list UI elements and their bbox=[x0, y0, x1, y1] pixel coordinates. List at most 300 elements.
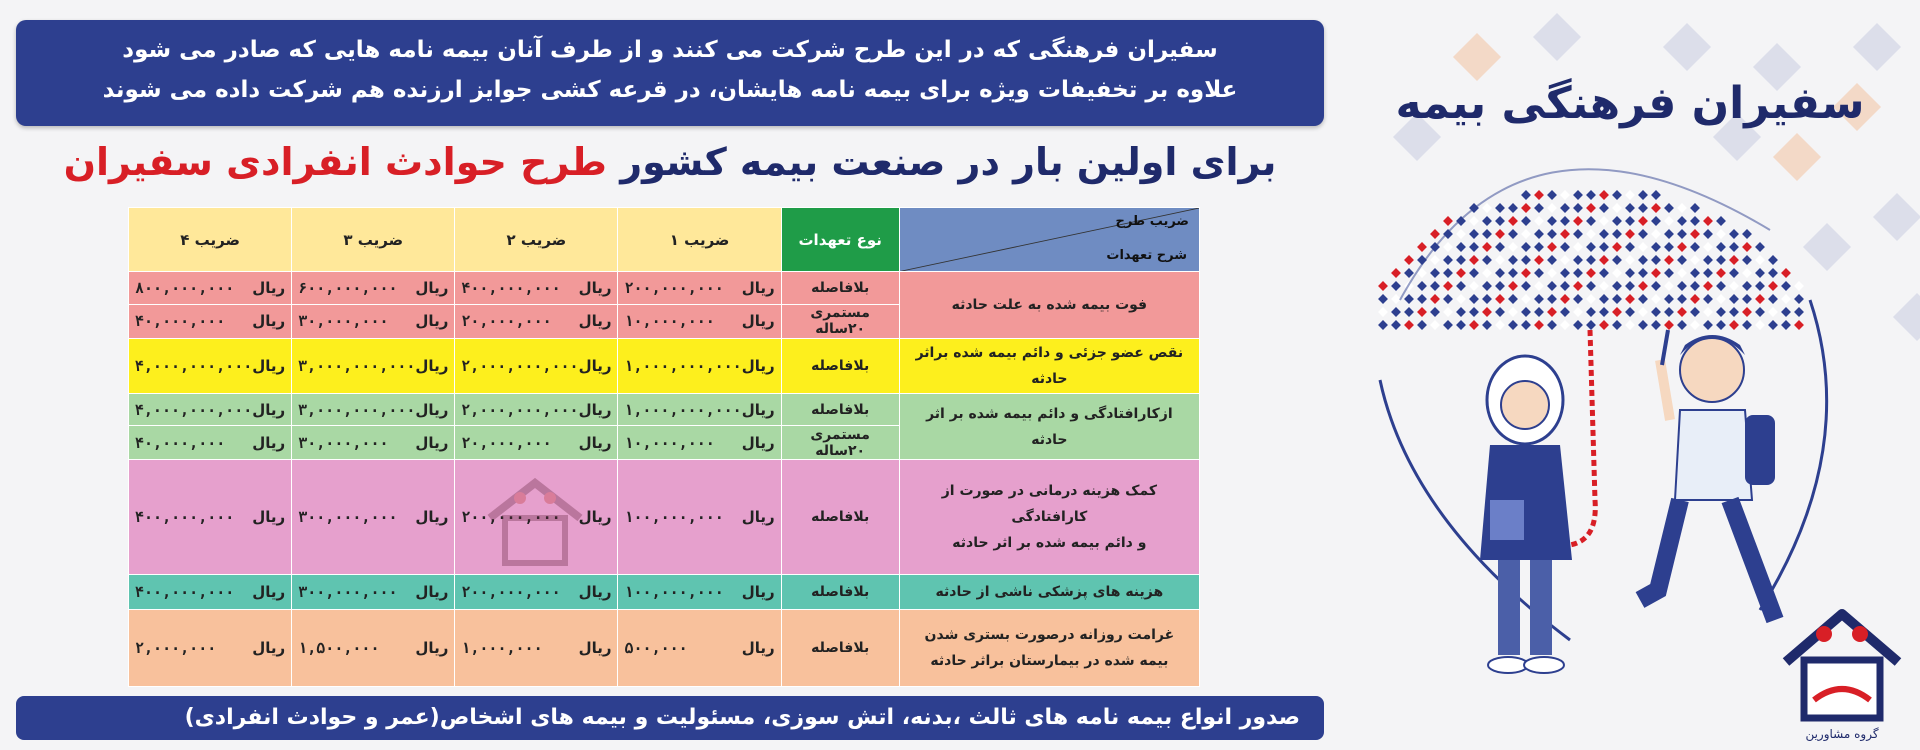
canopy-tile bbox=[1690, 216, 1700, 226]
canopy-tile bbox=[1625, 281, 1635, 291]
canopy-tile bbox=[1664, 281, 1674, 291]
canopy-tile bbox=[1716, 268, 1726, 278]
canopy-tile bbox=[1469, 281, 1479, 291]
canopy-tile bbox=[1482, 242, 1492, 252]
canopy-tile bbox=[1573, 216, 1583, 226]
canopy-tile bbox=[1690, 203, 1700, 213]
row-desc bbox=[899, 460, 1199, 574]
canopy-tile bbox=[1521, 229, 1531, 239]
canopy-tile bbox=[1378, 307, 1388, 317]
canopy-tile bbox=[1443, 307, 1453, 317]
canopy-tile bbox=[1482, 255, 1492, 265]
canopy-tile bbox=[1690, 294, 1700, 304]
canopy-tile bbox=[1729, 229, 1739, 239]
canopy-tile bbox=[1573, 281, 1583, 291]
currency-label: ریال bbox=[741, 400, 775, 419]
canopy-tile bbox=[1456, 268, 1466, 278]
canopy-tile bbox=[1612, 320, 1622, 330]
canopy-tile bbox=[1482, 281, 1492, 291]
canopy-tile bbox=[1729, 268, 1739, 278]
canopy-tile bbox=[1599, 268, 1609, 278]
canopy-tile bbox=[1534, 268, 1544, 278]
canopy-tile bbox=[1495, 320, 1505, 330]
canopy-tile bbox=[1378, 320, 1388, 330]
currency-label: ریال bbox=[741, 639, 775, 658]
bottom-info-bar: صدور انواع بیمه نامه های ثالث ،بدنه، اتش سوزی، مسئولیت و بیمه های اشخاص(عمر و حوادث انفرادی) bbox=[16, 696, 1324, 740]
canopy-tile bbox=[1586, 294, 1596, 304]
headline-part-1: برای اولین بار در صنعت بیمه کشور bbox=[606, 140, 1277, 184]
value-cell: ۶۰۰,۰۰۰,۰۰۰ bbox=[298, 279, 398, 297]
canopy-tile bbox=[1651, 203, 1661, 213]
canopy-tile bbox=[1560, 216, 1570, 226]
canopy-tile bbox=[1508, 268, 1518, 278]
currency-label: ریال bbox=[252, 356, 286, 375]
row-desc: فوت بیمه شده به علت حادثه bbox=[899, 272, 1199, 338]
canopy-tile bbox=[1547, 242, 1557, 252]
row-desc-line-1: کمک هزینه درمانی در صورت از کارافتادگی bbox=[941, 483, 1157, 526]
value-cell: ۲,۰۰۰,۰۰۰ bbox=[135, 639, 217, 658]
canopy-tile bbox=[1534, 203, 1544, 213]
canopy-tile bbox=[1417, 320, 1427, 330]
canopy-tile bbox=[1521, 320, 1531, 330]
value-cell: ۱۰۰,۰۰۰,۰۰۰ bbox=[624, 582, 724, 601]
canopy-tile bbox=[1612, 242, 1622, 252]
background-diamond bbox=[1773, 133, 1821, 181]
canopy-tile bbox=[1716, 307, 1726, 317]
currency-label: ریال bbox=[415, 508, 449, 527]
canopy-tile bbox=[1443, 268, 1453, 278]
value-cell: ۱,۰۰۰,۰۰۰ bbox=[461, 639, 543, 658]
canopy-tile bbox=[1508, 203, 1518, 213]
value-cell: ۱۰,۰۰۰,۰۰۰ bbox=[624, 433, 715, 452]
currency-label: ریال bbox=[415, 400, 449, 419]
canopy-tile bbox=[1612, 281, 1622, 291]
canopy-tile bbox=[1534, 255, 1544, 265]
value-cell: ۳۰۰,۰۰۰,۰۰۰ bbox=[298, 508, 398, 527]
value-cell: ۴,۰۰۰,۰۰۰,۰۰۰ bbox=[134, 356, 253, 375]
canopy-tile bbox=[1638, 190, 1648, 200]
canopy-tile bbox=[1664, 242, 1674, 252]
canopy-tile bbox=[1612, 229, 1622, 239]
canopy-tile bbox=[1534, 320, 1544, 330]
canopy-tile bbox=[1742, 281, 1752, 291]
canopy-tile bbox=[1456, 281, 1466, 291]
canopy-tile bbox=[1534, 216, 1544, 226]
value-cell: ۲۰۰,۰۰۰,۰۰۰ bbox=[461, 582, 561, 601]
canopy-tile bbox=[1586, 255, 1596, 265]
canopy-tile bbox=[1391, 307, 1401, 317]
canopy-tile bbox=[1625, 268, 1635, 278]
canopy-tile bbox=[1664, 255, 1674, 265]
canopy-tile bbox=[1625, 203, 1635, 213]
canopy-tile bbox=[1599, 229, 1609, 239]
canopy-tile bbox=[1586, 307, 1596, 317]
canopy-tile bbox=[1547, 294, 1557, 304]
header-diag-bottom: شرح تعهدات bbox=[1106, 248, 1187, 264]
canopy-tile bbox=[1638, 268, 1648, 278]
logo-caption: گروه مشاورین bbox=[1805, 727, 1879, 741]
canopy-tile bbox=[1794, 320, 1804, 330]
canopy-tile bbox=[1547, 190, 1557, 200]
canopy-tile bbox=[1729, 255, 1739, 265]
canopy-tile bbox=[1391, 320, 1401, 330]
canopy-tile bbox=[1768, 268, 1778, 278]
canopy-tile bbox=[1703, 320, 1713, 330]
canopy-tile bbox=[1508, 281, 1518, 291]
canopy-tile bbox=[1573, 320, 1583, 330]
canopy-tile bbox=[1755, 307, 1765, 317]
canopy-tile bbox=[1430, 268, 1440, 278]
canopy-tile bbox=[1560, 203, 1570, 213]
top-info-banner bbox=[16, 20, 1324, 126]
canopy-tile bbox=[1430, 229, 1440, 239]
canopy-tile bbox=[1651, 255, 1661, 265]
currency-label: ریال bbox=[578, 312, 612, 331]
canopy-tile bbox=[1521, 268, 1531, 278]
canopy-tile bbox=[1690, 255, 1700, 265]
value-cell: ۲۰۰,۰۰۰,۰۰۰ bbox=[461, 508, 561, 527]
currency-label: ریال bbox=[578, 433, 612, 452]
canopy-tile bbox=[1547, 229, 1557, 239]
row-desc-line-2: بیمه شده در بیمارستان براثر حادثه bbox=[930, 653, 1169, 670]
canopy-tile bbox=[1482, 320, 1492, 330]
table-row bbox=[129, 574, 1200, 609]
value-cell: ۲,۰۰۰,۰۰۰,۰۰۰ bbox=[461, 356, 579, 375]
value-cell: ۳۰,۰۰۰,۰۰۰ bbox=[298, 312, 389, 331]
headline-part-2: طرح حوادث انفرادی سفیران bbox=[63, 140, 607, 184]
canopy-tile bbox=[1651, 281, 1661, 291]
canopy-tile bbox=[1599, 320, 1609, 330]
canopy-tile bbox=[1755, 294, 1765, 304]
canopy-tile bbox=[1651, 229, 1661, 239]
canopy-tile bbox=[1560, 294, 1570, 304]
canopy-tile bbox=[1755, 255, 1765, 265]
currency-label: ریال bbox=[741, 582, 775, 601]
canopy-tile bbox=[1638, 255, 1648, 265]
canopy-tile bbox=[1586, 268, 1596, 278]
canopy-tile bbox=[1638, 242, 1648, 252]
canopy-tile bbox=[1716, 242, 1726, 252]
header-coef-4: ضریب ۴ bbox=[129, 208, 292, 272]
canopy-tile bbox=[1742, 268, 1752, 278]
canopy-tile bbox=[1794, 294, 1804, 304]
canopy-tile bbox=[1599, 307, 1609, 317]
currency-label: ریال bbox=[252, 582, 286, 601]
canopy-tile bbox=[1729, 307, 1739, 317]
canopy-tile bbox=[1469, 229, 1479, 239]
canopy-tile bbox=[1664, 320, 1674, 330]
canopy-tile bbox=[1599, 281, 1609, 291]
row-desc: هزینه های پزشکی ناشی از حادثه bbox=[899, 574, 1199, 609]
canopy-tile bbox=[1573, 203, 1583, 213]
canopy-tile bbox=[1664, 307, 1674, 317]
canopy-tile bbox=[1508, 242, 1518, 252]
canopy-tile bbox=[1404, 294, 1414, 304]
canopy-tile bbox=[1456, 229, 1466, 239]
canopy-tile bbox=[1391, 281, 1401, 291]
canopy-tile bbox=[1716, 216, 1726, 226]
currency-label: ریال bbox=[578, 508, 612, 527]
currency-label: ریال bbox=[741, 312, 775, 331]
canopy-tile bbox=[1482, 268, 1492, 278]
value-cell: ۸۰۰,۰۰۰,۰۰۰ bbox=[135, 279, 235, 297]
canopy-tile bbox=[1586, 216, 1596, 226]
canopy-tile bbox=[1430, 320, 1440, 330]
canopy-tile bbox=[1690, 268, 1700, 278]
canopy-tile bbox=[1573, 229, 1583, 239]
canopy-tile bbox=[1443, 255, 1453, 265]
canopy-tile bbox=[1547, 216, 1557, 226]
header-coef-2: ضریب ۲ bbox=[455, 208, 618, 272]
canopy-tile bbox=[1677, 242, 1687, 252]
canopy-tile bbox=[1742, 307, 1752, 317]
canopy-tile bbox=[1638, 229, 1648, 239]
value-cell: ۴۰۰,۰۰۰,۰۰۰ bbox=[135, 582, 235, 601]
canopy-tile bbox=[1443, 281, 1453, 291]
table-row bbox=[129, 460, 1200, 574]
canopy-tile bbox=[1430, 255, 1440, 265]
canopy-tile bbox=[1703, 229, 1713, 239]
canopy-tile bbox=[1638, 294, 1648, 304]
canopy-tile bbox=[1573, 255, 1583, 265]
canopy-tile bbox=[1521, 216, 1531, 226]
canopy-tile bbox=[1716, 255, 1726, 265]
canopy-tile bbox=[1755, 320, 1765, 330]
canopy-tile bbox=[1456, 320, 1466, 330]
canopy-tile bbox=[1768, 320, 1778, 330]
canopy-tile bbox=[1768, 307, 1778, 317]
canopy-tile bbox=[1651, 294, 1661, 304]
canopy-tile bbox=[1638, 216, 1648, 226]
canopy-tile bbox=[1690, 281, 1700, 291]
canopy-tile bbox=[1586, 281, 1596, 291]
value-cell: ۱۰,۰۰۰,۰۰۰ bbox=[624, 312, 715, 331]
value-cell: ۱۰۰,۰۰۰,۰۰۰ bbox=[624, 508, 724, 527]
canopy-tile bbox=[1521, 190, 1531, 200]
value-cell: ۴۰۰,۰۰۰,۰۰۰ bbox=[461, 279, 561, 297]
canopy-tile bbox=[1404, 320, 1414, 330]
canopy-tile bbox=[1677, 229, 1687, 239]
canopy-tile bbox=[1625, 190, 1635, 200]
canopy-tile bbox=[1456, 307, 1466, 317]
currency-label: ریال bbox=[415, 312, 449, 331]
canopy-tile bbox=[1547, 255, 1557, 265]
background-diamond bbox=[1663, 23, 1711, 71]
canopy-tile bbox=[1703, 268, 1713, 278]
canopy-tile bbox=[1703, 281, 1713, 291]
canopy-tile bbox=[1430, 307, 1440, 317]
canopy-tile bbox=[1495, 203, 1505, 213]
canopy-tile bbox=[1521, 307, 1531, 317]
canopy-tile bbox=[1560, 281, 1570, 291]
canopy-tile bbox=[1742, 229, 1752, 239]
row-desc: نقص عضو جزئی و دائم بیمه شده براثر حادثه bbox=[899, 338, 1199, 393]
boy-student-illustration bbox=[1640, 330, 1775, 620]
canopy-tile bbox=[1378, 281, 1388, 291]
canopy-tile bbox=[1560, 229, 1570, 239]
canopy-tile bbox=[1703, 255, 1713, 265]
table-row bbox=[129, 393, 1200, 425]
canopy-tile bbox=[1768, 281, 1778, 291]
canopy-tile bbox=[1443, 216, 1453, 226]
canopy-tile bbox=[1417, 242, 1427, 252]
canopy-tile bbox=[1560, 190, 1570, 200]
canopy-tile bbox=[1768, 294, 1778, 304]
canopy-tile bbox=[1573, 307, 1583, 317]
canopy-tile bbox=[1664, 268, 1674, 278]
currency-label: ریال bbox=[578, 400, 612, 419]
canopy-tile bbox=[1469, 320, 1479, 330]
canopy-tile bbox=[1547, 307, 1557, 317]
header-coef-1: ضریب ۱ bbox=[618, 208, 781, 272]
canopy-tile bbox=[1612, 255, 1622, 265]
canopy-tile bbox=[1534, 229, 1544, 239]
value-cell: ۲۰۰,۰۰۰,۰۰۰ bbox=[624, 279, 724, 297]
canopy-tile bbox=[1599, 216, 1609, 226]
canopy-tile bbox=[1768, 255, 1778, 265]
canopy-tile bbox=[1651, 216, 1661, 226]
value-cell: ۴۰,۰۰۰,۰۰۰ bbox=[135, 433, 226, 452]
row-type: بلافاصله bbox=[781, 338, 899, 393]
value-cell: ۲,۰۰۰,۰۰۰,۰۰۰ bbox=[461, 400, 579, 419]
canopy-tile bbox=[1469, 255, 1479, 265]
row-type: بلافاصله bbox=[781, 574, 899, 609]
canopy-tile bbox=[1417, 294, 1427, 304]
currency-label: ریال bbox=[415, 356, 449, 375]
canopy-tile bbox=[1495, 281, 1505, 291]
canopy-tile bbox=[1781, 281, 1791, 291]
canopy-tile bbox=[1651, 242, 1661, 252]
canopy-tile bbox=[1469, 294, 1479, 304]
canopy-tile bbox=[1677, 307, 1687, 317]
currency-label: ریال bbox=[252, 312, 286, 331]
currency-label: ریال bbox=[578, 356, 612, 375]
currency-label: ریال bbox=[252, 279, 286, 297]
canopy-tile bbox=[1508, 229, 1518, 239]
canopy-tile bbox=[1716, 229, 1726, 239]
canopy-tile bbox=[1664, 229, 1674, 239]
canopy-tile bbox=[1781, 320, 1791, 330]
headline bbox=[16, 140, 1324, 184]
canopy-tile bbox=[1794, 307, 1804, 317]
canopy-tile bbox=[1677, 320, 1687, 330]
canopy-tile bbox=[1430, 294, 1440, 304]
canopy-tile bbox=[1508, 294, 1518, 304]
canopy-tile bbox=[1612, 307, 1622, 317]
canopy-tile bbox=[1404, 255, 1414, 265]
canopy-tile bbox=[1664, 294, 1674, 304]
canopy-tile bbox=[1521, 294, 1531, 304]
canopy-tile bbox=[1469, 242, 1479, 252]
header-coef-3: ضریب ۳ bbox=[292, 208, 455, 272]
canopy-tile bbox=[1391, 268, 1401, 278]
currency-label: ریال bbox=[252, 433, 286, 452]
currency-label: ریال bbox=[415, 639, 449, 658]
background-diamond bbox=[1803, 223, 1851, 271]
canopy-tile bbox=[1690, 242, 1700, 252]
canopy-tile bbox=[1677, 203, 1687, 213]
canopy-tile bbox=[1703, 294, 1713, 304]
canopy-tile bbox=[1638, 307, 1648, 317]
canopy-tile bbox=[1625, 216, 1635, 226]
canopy-tile bbox=[1729, 320, 1739, 330]
canopy-tile bbox=[1612, 268, 1622, 278]
canopy-tile bbox=[1625, 320, 1635, 330]
currency-label: ریال bbox=[415, 433, 449, 452]
canopy-tile bbox=[1482, 229, 1492, 239]
canopy-tile bbox=[1677, 281, 1687, 291]
canopy-tile bbox=[1573, 268, 1583, 278]
canopy-tile bbox=[1495, 268, 1505, 278]
canopy-tile bbox=[1560, 268, 1570, 278]
canopy-tile bbox=[1794, 281, 1804, 291]
currency-label: ریال bbox=[415, 582, 449, 601]
currency-label: ریال bbox=[741, 279, 775, 297]
value-cell: ۴۰,۰۰۰,۰۰۰ bbox=[135, 312, 226, 331]
canopy-tile bbox=[1521, 281, 1531, 291]
canopy-tile bbox=[1625, 242, 1635, 252]
currency-label: ریال bbox=[578, 279, 612, 297]
canopy-tile bbox=[1781, 294, 1791, 304]
background-diamond bbox=[1893, 293, 1920, 341]
canopy-tile bbox=[1651, 190, 1661, 200]
row-desc-line-2: و دائم بیمه شده بر اثر حادثه bbox=[952, 535, 1147, 552]
canopy-tile bbox=[1482, 307, 1492, 317]
canopy-tile bbox=[1586, 203, 1596, 213]
canopy-tile bbox=[1651, 307, 1661, 317]
canopy-tile bbox=[1677, 255, 1687, 265]
canopy-tile bbox=[1599, 190, 1609, 200]
value-cell: ۳۰,۰۰۰,۰۰۰ bbox=[298, 433, 389, 452]
canopy-tile bbox=[1560, 255, 1570, 265]
canopy-tile bbox=[1599, 255, 1609, 265]
value-cell: ۳۰۰,۰۰۰,۰۰۰ bbox=[298, 582, 398, 601]
canopy-tile bbox=[1547, 281, 1557, 291]
value-cell: ۴,۰۰۰,۰۰۰,۰۰۰ bbox=[134, 400, 253, 419]
canopy-tile bbox=[1742, 320, 1752, 330]
canopy-tile bbox=[1482, 294, 1492, 304]
background-diamond bbox=[1533, 13, 1581, 61]
row-desc bbox=[899, 610, 1199, 687]
canopy-tile bbox=[1573, 294, 1583, 304]
canopy-tile bbox=[1638, 203, 1648, 213]
canopy-tile bbox=[1534, 294, 1544, 304]
header-diagonal-cell bbox=[899, 208, 1199, 272]
canopy-tile bbox=[1729, 242, 1739, 252]
row-type: مستمری ۲۰ساله bbox=[781, 426, 899, 460]
canopy-tile bbox=[1716, 294, 1726, 304]
value-cell: ۳,۰۰۰,۰۰۰,۰۰۰ bbox=[298, 356, 416, 375]
canopy-tile bbox=[1482, 203, 1492, 213]
canopy-tile bbox=[1508, 320, 1518, 330]
canopy-tile bbox=[1521, 242, 1531, 252]
canopy-tile bbox=[1495, 294, 1505, 304]
canopy-tile bbox=[1495, 307, 1505, 317]
canopy-tile bbox=[1417, 307, 1427, 317]
canopy-tile bbox=[1781, 307, 1791, 317]
table-row bbox=[129, 610, 1200, 687]
canopy-tile bbox=[1755, 242, 1765, 252]
canopy-tile bbox=[1456, 294, 1466, 304]
canopy-tile bbox=[1560, 242, 1570, 252]
header-diag-top: ضریب طرح bbox=[1115, 214, 1189, 229]
canopy-tile bbox=[1378, 294, 1388, 304]
canopy-tile bbox=[1781, 268, 1791, 278]
canopy-tile bbox=[1417, 281, 1427, 291]
canopy-tile bbox=[1612, 203, 1622, 213]
canopy-tile bbox=[1742, 294, 1752, 304]
canopy-tile bbox=[1742, 242, 1752, 252]
